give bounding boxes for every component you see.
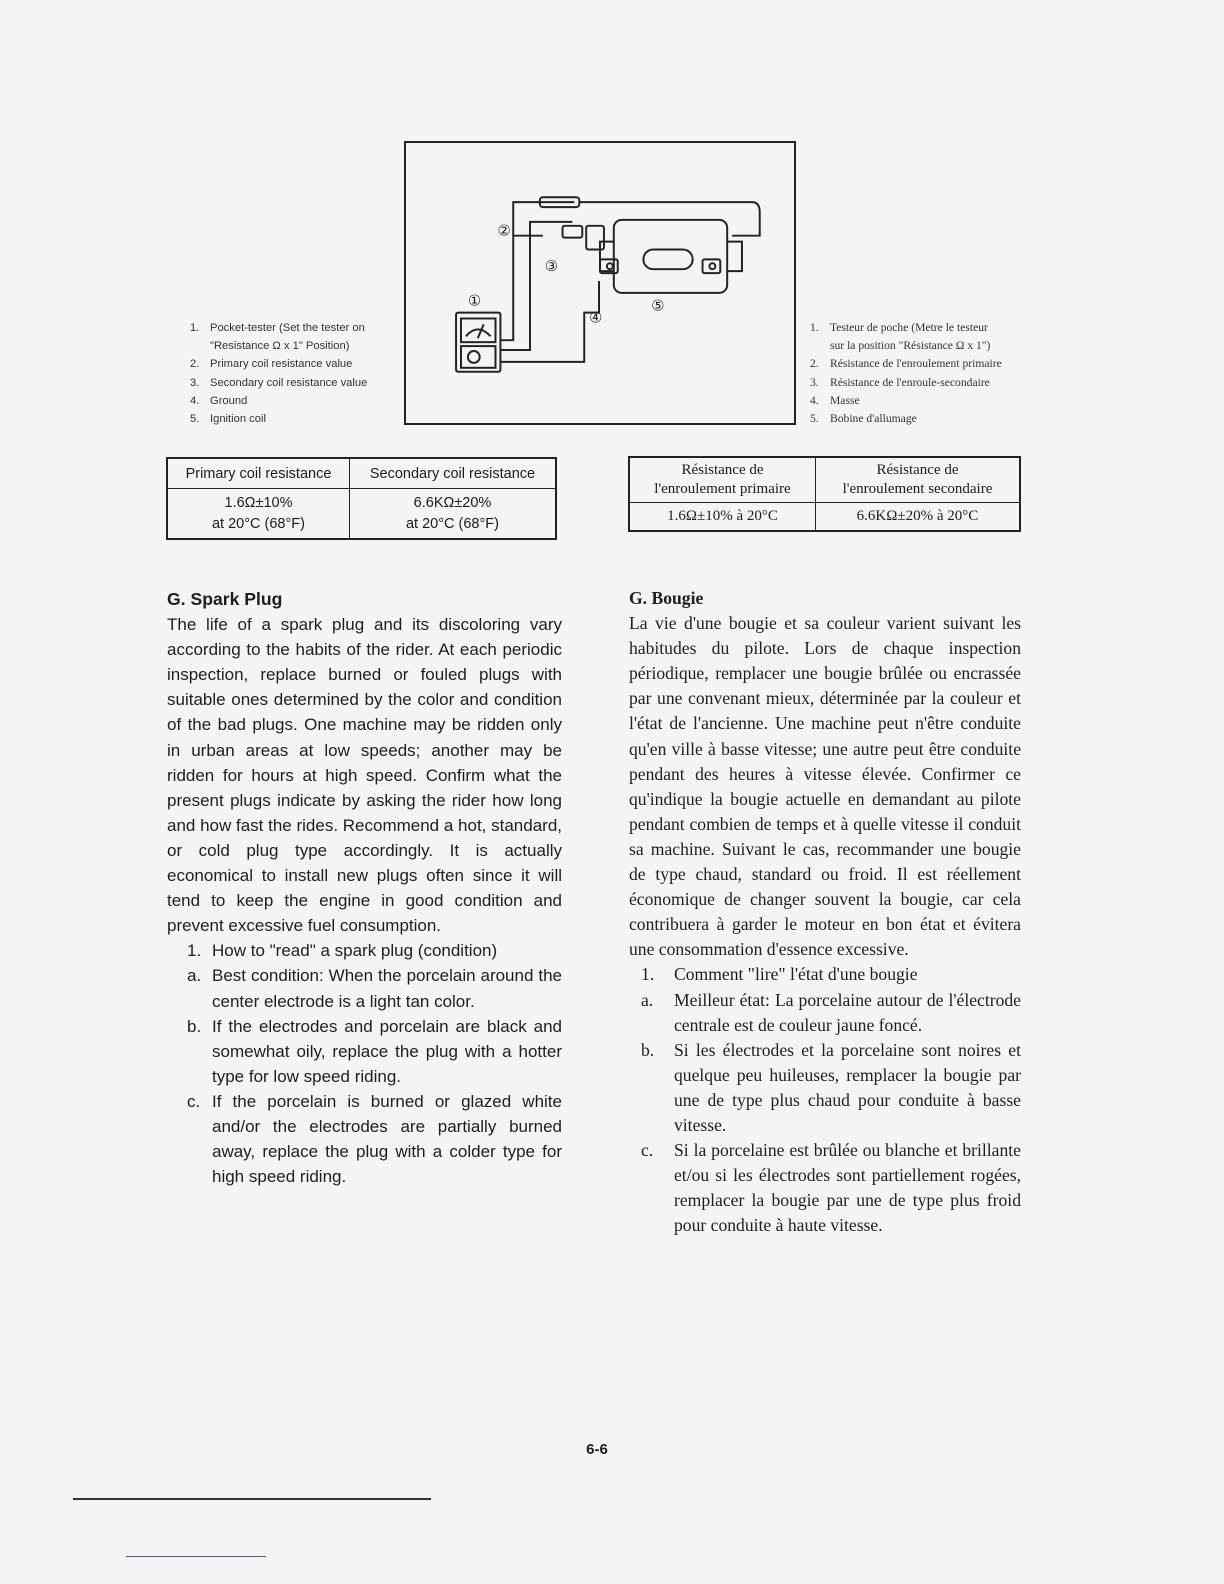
table-cell: 1.6Ω±10% à 20°C — [629, 503, 815, 532]
list-index: c. — [641, 1140, 654, 1161]
cell-value: 6.6KΩ±20% — [413, 494, 492, 511]
legend-num: 1. — [810, 321, 819, 334]
legend-text: Ignition coil — [210, 413, 266, 426]
legend-text: "Resistance Ω x 1" Position) — [210, 340, 350, 353]
table-header — [629, 457, 815, 503]
table-header: Secondary coil resistance — [349, 458, 556, 489]
legend-text: Bobine d'allumage — [830, 412, 917, 426]
french-column — [629, 586, 1021, 1238]
legend-num: 4. — [810, 393, 819, 407]
list-index: b. — [187, 1016, 202, 1036]
footer-rule — [73, 1498, 431, 1500]
list-text: If the porcelain is burned or glazed white and/or the electrodes are partially burned away, replace the plug with a colder type for high speed riding. — [212, 1091, 562, 1187]
table-header: Primary coil resistance — [167, 458, 349, 489]
legend-num: 2. — [810, 357, 819, 371]
list-item — [629, 1038, 1021, 1138]
legend-text: Pocket-tester (Set the tester on — [210, 322, 365, 334]
legend-text: Primary coil resistance value — [210, 358, 353, 371]
legend-text: Ground — [210, 394, 248, 407]
callout-1: ① — [467, 292, 482, 310]
list-index: 1. — [187, 941, 202, 961]
list-text: Si la porcelaine est brûlée ou blanche et brillante et/ou si les électrodes sont partiellement rogées, remplacer la bougie par une de type plus froid pour conduite à haute vitesse. — [674, 1140, 1021, 1236]
header-line: Résistance de — [681, 462, 764, 478]
legend-text: Testeur de poche (Metre le testeur — [830, 321, 988, 334]
diagram-illustration — [406, 143, 794, 423]
legend-text: Résistance de l'enroule-secondaire — [830, 375, 990, 389]
list-text: How to "read" a spark plug (condition) — [212, 941, 498, 961]
page-number: 6-6 — [586, 1441, 608, 1458]
resistance-table-french — [628, 456, 1021, 532]
section-paragraph: The life of a spark plug and its discoloring vary according to the habits of the rider. At each periodic inspection, replace burned or fouled plugs with suitable ones determined by the color and condition of the bad plugs. One machine may be ridden only in urban areas at low speeds; another may be ridden for hours at high speed. Confirm what the present plugs indicate by asking the rider how long and how fast the rides. Recommend a hot, standard, or cold plug type accordingly. It is actually economical to install new plugs often since it will tend to keep the engine in good condition and prevent excessive fuel consumption. — [167, 615, 563, 936]
table-cell — [167, 489, 349, 540]
list-text: Comment "lire" l'état d'une bougie — [674, 964, 918, 985]
list-item — [629, 988, 1021, 1038]
english-column — [167, 587, 562, 1189]
legend-num: 3. — [190, 376, 200, 389]
list-step — [629, 962, 1021, 987]
legend-english — [190, 319, 405, 428]
legend-french — [810, 319, 1040, 428]
resistance-table-english — [166, 457, 557, 540]
legend-num: 4. — [190, 394, 200, 407]
header-line: l'enroulement secondaire — [842, 481, 993, 497]
cell-value: 1.6Ω±10% — [224, 494, 293, 511]
cell-condition: at 20°C (68°F) — [405, 515, 499, 532]
legend-text: Résistance de l'enroulement primaire — [830, 357, 1002, 371]
section-heading: G. Spark Plug — [167, 589, 283, 609]
cell-condition: at 20°C (68°F) — [211, 515, 305, 532]
list-item — [167, 1014, 562, 1089]
list-item — [167, 1089, 562, 1189]
section-heading: G. Bougie — [629, 588, 704, 608]
section-paragraph: La vie d'une bougie et sa couleur varient suivant les habitudes du pilote. Lors de chaque inspection périodique, remplacer une bougie brûlée ou encrassée par une convenant mieux, déterminée par la couleur et l'état de l'ancienne. Une machine peut n'être conduite qu'en ville à basse vitesse; une autre peut être conduite pendant des heures à vitesse élevée. Confirmer ce qu'indique la bougie actuelle en demandant au pilote pendant combien de temps et à quelle vitesse il conduit sa machine. Suivant le cas, recommander une bougie de type chaud, standard ou froid. Il est réellement économique de changer souvent la bougie, car cela contribuera à garder le moteur en bon état et évitera une consommation d'essence excessive. — [629, 613, 1021, 960]
list-index: a. — [641, 989, 654, 1010]
legend-num: 2. — [190, 358, 200, 371]
list-item — [629, 1138, 1021, 1238]
header-line: l'enroulement primaire — [654, 481, 791, 497]
header-line: Résistance de — [876, 462, 959, 478]
callout-3: ③ — [544, 258, 559, 276]
ignition-coil-icon — [614, 220, 727, 293]
list-text: Si les électrodes et la porcelaine sont noires et quelque peu huileuses, remplacer la bougie par une de type plus chaud pour conduite à basse vitesse. — [674, 1039, 1021, 1135]
legend-num: 1. — [190, 322, 200, 334]
callout-2: ② — [497, 222, 511, 240]
list-index: b. — [641, 1039, 655, 1060]
legend-num: 3. — [810, 375, 819, 389]
list-text: Meilleur état: La porcelaine autour de l'électrode centrale est de couleur jaune foncé. — [674, 989, 1021, 1035]
list-step — [167, 938, 562, 963]
callout-4: ④ — [589, 309, 603, 327]
list-index: a. — [187, 966, 202, 986]
legend-text: Masse — [830, 393, 860, 407]
legend-num: 5. — [190, 413, 200, 426]
list-text: Best condition: When the porcelain around the center electrode is a light tan color. — [212, 966, 562, 1011]
legend-text: Secondary coil resistance value — [210, 376, 368, 389]
ignition-coil-diagram — [404, 141, 796, 425]
table-cell: 6.6KΩ±20% à 20°C — [815, 503, 1020, 532]
list-index: c. — [187, 1091, 201, 1111]
legend-num: 5. — [810, 412, 819, 426]
list-text: If the electrodes and porcelain are black and somewhat oily, replace the plug with a hotter type for low speed riding. — [212, 1016, 562, 1086]
list-index: 1. — [641, 964, 655, 985]
table-cell — [349, 489, 556, 540]
callout-5: ⑤ — [651, 297, 665, 315]
list-item — [167, 963, 562, 1013]
footer-link-rule — [126, 1556, 266, 1557]
legend-text: sur la position "Résistance Ω x 1") — [830, 339, 991, 353]
table-header — [815, 457, 1020, 503]
